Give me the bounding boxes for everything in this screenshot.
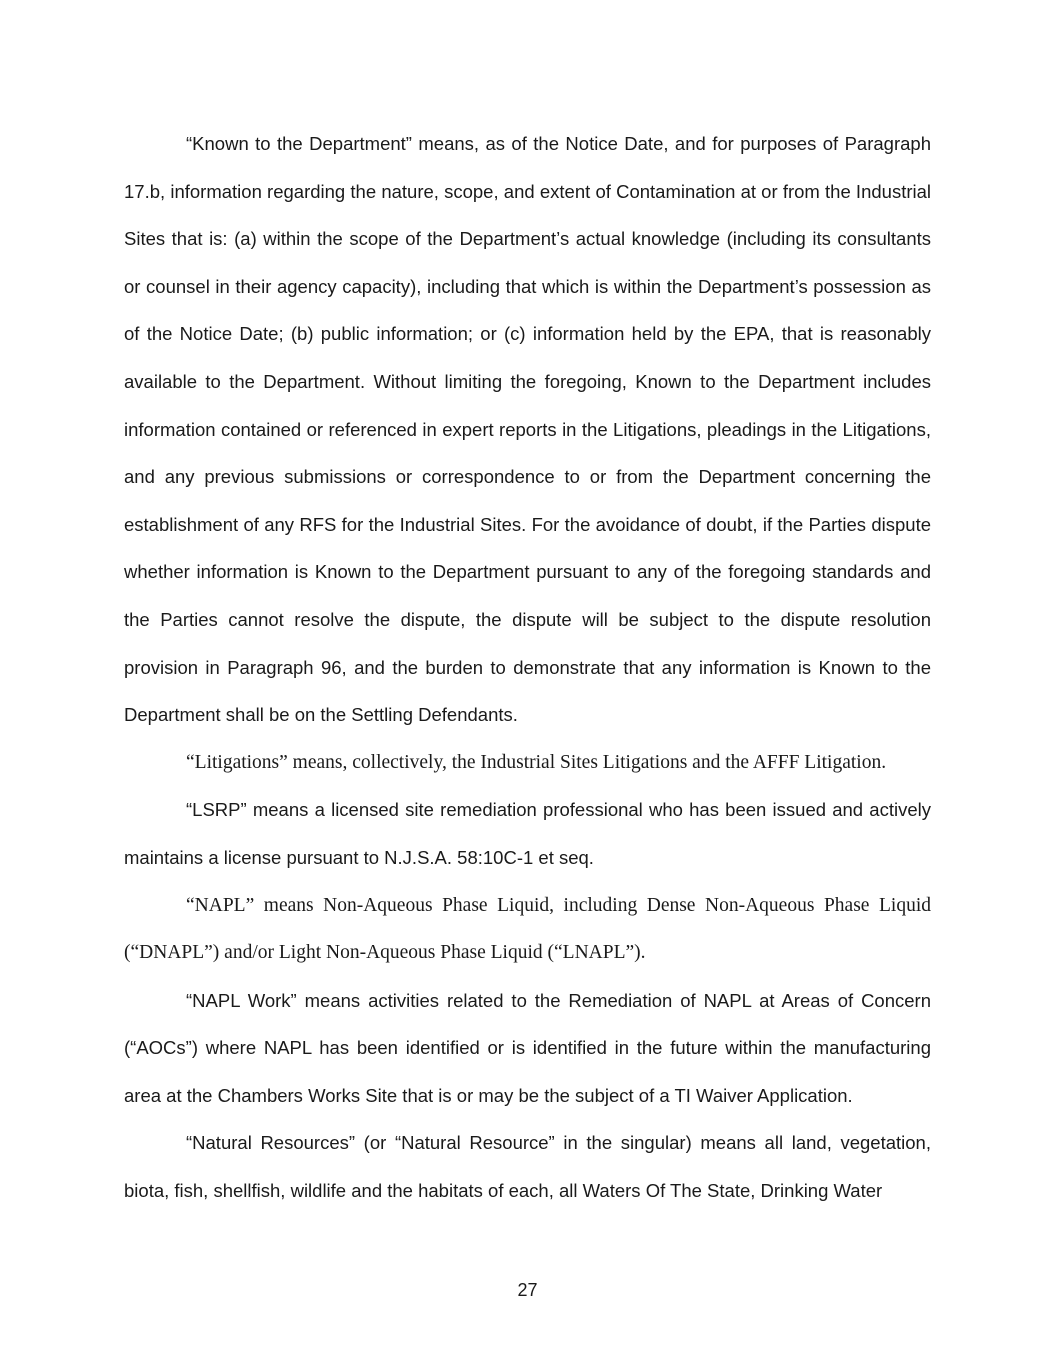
definition-lsrp: “LSRP” means a licensed site remediation professional who has been issued and actively maintains a license pursuant to N.J.S.A. 58:10C-1 et seq. xyxy=(124,799,931,868)
definition-litigations: “Litigations” means, collectively, the Industrial Sites Litigations and the AFFF Litigation. xyxy=(186,751,887,773)
definition-napl: “NAPL” means Non-Aqueous Phase Liquid, including Dense Non-Aqueous Phase Liquid (“DNAPL”) and/or Light Non-Aqueous Phase Liquid (“LNAPL”). xyxy=(124,894,931,964)
page-number: 27 xyxy=(517,1280,538,1300)
definition-napl-work: “NAPL Work” means activities related to the Remediation of NAPL at Areas of Concern (“AOCs”) where NAPL has been identified or is identified in the future within the manufacturing area at the Chambers Works Site that is or may be the subject of a TI Waiver Application. xyxy=(124,989,931,1106)
definition-natural-resources: “Natural Resources” (or “Natural Resource” in the singular) means all land, vegetation, biota, fish, shellfish, wildlife and the habitats of each, all Waters Of The State, Drinking Water xyxy=(124,1132,931,1202)
document-page xyxy=(124,120,931,1215)
definition-known-to-the-department: “Known to the Department” means, as of the Notice Date, and for purposes of Paragraph 17.b, information regarding the nature, scope, and extent of Contamination at or from the Industrial Sites that is: (a) within the scope of the Department’s actual knowledge (including its consultants or counsel in their agency capacity), including that which is within the Department’s possession as of the Notice Date; (b) public information; or (c) information held by the EPA, that is reasonably available to the Department. Without limiting the foregoing, Known to the Department includes information contained or referenced in expert reports in the Litigations, pleadings in the Litigations, and any previous submissions or correspondence to or from the Department concerning the establishment of any RFS for the Industrial Sites. For the avoidance of doubt, if the Parties dispute whether information is Known to the Department pursuant to any of the foregoing standards and the Parties cannot resolve the dispute, the dispute will be subject to the dispute resolution provision in Paragraph 96, and the burden to demonstrate that any information is Known to the Department shall be on the Settling Defendants. xyxy=(124,133,931,726)
